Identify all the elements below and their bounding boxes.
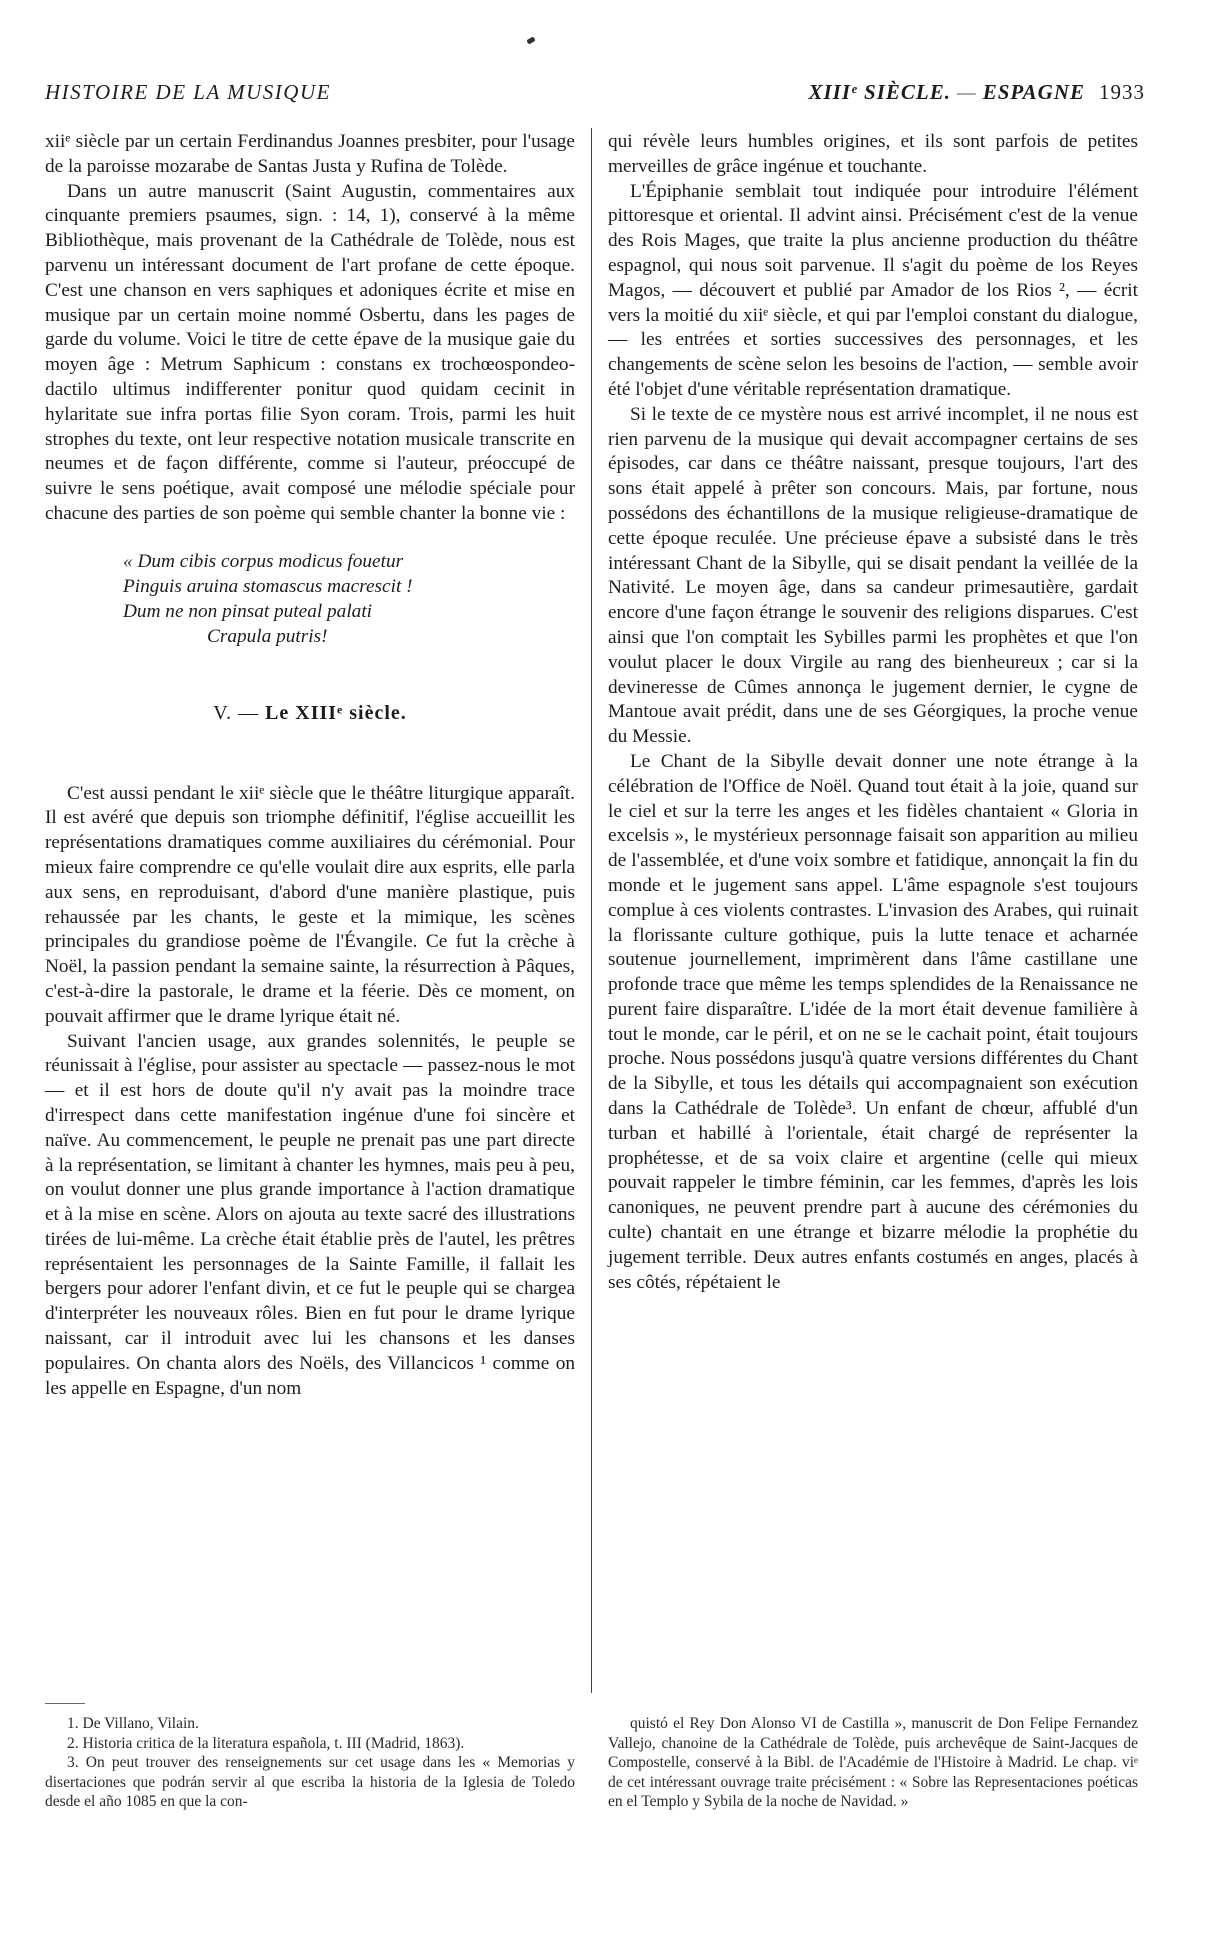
paragraph: xiiᵉ siècle par un certain Ferdinandus Joannes presbiter, pour l'usage de la paroisse mozarabe de Santas Justa y Rufina de Tolède. [45,131,575,177]
section-title: Le XIIIᵉ siècle. [265,701,407,724]
poem-line: « Dum cibis corpus modicus fouetur [123,550,404,572]
header-country: ESPAGNE [982,80,1085,104]
paragraph: C'est aussi pendant le xiiᵉ siècle que le théâtre liturgique apparaît. Il est avéré que depuis son triomphe définitif, l'église accueillit les représentations dramatiques comme auxiliaires du cérémonial. Pour mieux faire comprendre ce qu'elle voulait dire aux esprits, elle parla aux sens, en reproduisant, d'abord d'une manière plastique, puis rehaussée par les chants, le geste et la mimique, les scènes principales du grandiose poème de l'Évangile. Ce fut la crèche à Noël, la passion pendant la semaine sainte, la résurrection à Pâques, c'est-à-dire la pastorale, le drame et la féerie. Dès ce moment, on pouvait affirmer que le drame lyrique était né. [45,782,575,1027]
header-book-title: HISTOIRE DE LA MUSIQUE [45,80,331,104]
poem-quote [123,549,575,649]
footnote-rule [45,1703,85,1704]
poem-line: Crapula putris! [207,625,328,647]
right-column [608,130,1138,1295]
header-section [808,80,1145,105]
section-heading [45,701,575,726]
left-column [45,130,575,1401]
paragraph: Suivant l'ancien usage, aux grandes solennités, le peuple se réunissait à l'église, pour assister au spectacle — passez-nous le mot — et il est hors de doute qu'il n'y avait pas la moindre trace d'irrespect dans cette manifestation ingénue d'une foi sincère et naïve. Au commencement, le peuple ne prenait pas une part directe à la représentation, se limitant à chanter les hymnes, mais peu à peu, on voulut donner une plus grande importance à l'action dramatique et à la mise en scène. Alors on ajouta au texte sacré des illustrations tirées de lui-même. La crèche était établie près de l'autel, les prêtres représentaient les personnages de la Sainte Famille, il fallait les bergers pour adorer l'enfant divin, et ce fut le peuple qui se chargea d'interpréter les nouveaux rôles. Bien en fut pour le drame lyrique naissant, car il introduit avec lui les chansons et les danses populaires. On chanta alors des Noëls, des Villancicos ¹ comme on les appelle en Espagne, d'un nom [45,1030,575,1399]
poem-line: Pinguis aruina stomascus macrescit ! [123,575,413,597]
header-century: XIIIᵉ SIÈCLE. [808,80,951,104]
footnotes-right [608,1714,1138,1812]
section-number: V. — [213,701,260,724]
paragraph: Le Chant de la Sibylle devait donner une note étrange à la célébration de l'Office de Noël. Quand tout était à la joie, quand sur le ciel et sur la terre les anges et les fidèles chantaient « Gloria in excelsis », le mystérieux personnage faisait son apparition au milieu de l'assemblée, et d'une voix sombre et fatidique, annonçait la fin du monde et le jugement sans appel. L'âme espagnole s'est toujours complue à ces violents contrastes. L'invasion des Arabes, qui ruinait la florissante culture gothique, puis la lutte tenace et acharnée soutenue journellement, imprimèrent dans l'âme castillane une profonde trace que même les temps splendides de la Renaissance ne purent faire disparaître. L'idée de la mort était devenue familière à tout le monde, car le péril, et on ne se le cachait point, était toujours proche. Nous possédons jusqu'à quatre versions différentes du Chant de la Sibylle, et tous les détails qui accompagnaient son exécution dans la Cathédrale de Tolède³. Un enfant de chœur, affublé d'un turban et habillé à l'orientale, était chargé de représenter la prophétesse, et de sa voix claire et argentine (celle qui mieux pouvait rappeler le timbre féminin, car les femmes, d'après les lois canoniques, ne peuvent prendre part à aucune des cérémonies du culte) chantait en une étrange et bizarre mélodie la prophétie du jugement terrible. Deux autres enfants costumés en anges, placés à ses côtés, répétaient le [608,750,1138,1293]
paragraph: qui révèle leurs humbles origines, et ils sont parfois de petites merveilles de grâce ingénue et touchante. [608,131,1138,177]
paragraph: L'Épiphanie semblait tout indiquée pour introduire l'élément pittoresque et oriental. Il advint ainsi. Précisément c'est de la venue des Rois Mages, que traite la plus ancienne production du théâtre espagnol, qui nous soit parvenue. Il s'agit du poème de los Reyes Magos, — découvert et publié par Amador de los Rios ², — écrit vers la moitié du xiiᵉ siècle, et qui par l'emploi constant du dialogue, — les entrées et sorties successives des personnages, et les changements de scène selon les besoins de l'action, — semble avoir été l'objet d'une véritable représentation dramatique. [608,180,1138,400]
footnote: 2. Historia critica de la literatura española, t. III (Madrid, 1863). [67,1734,465,1752]
poem-line: Dum ne non pinsat puteal palati [123,600,373,622]
footnote: quistó el Rey Don Alonso VI de Castilla », manuscrit de Don Felipe Fernandez Vallejo, chanoine de la Cathédrale de Tolède, puis archevêque de Saint-Jacques de Compostelle, conservé à la Bibl. de l'Académie de l'Histoire à Madrid. Le chap. viᵉ de cet intéressant ouvrage traite précisément : « Sobre las Representaciones poéticas en el Templo y Sybila de la noche de Navidad. » [608,1715,1138,1810]
footnotes-left [45,1714,575,1812]
paragraph: Dans un autre manuscrit (Saint Augustin, commentaires aux cinquante premiers psaumes, sign. : 14, 1), conservé à la même Bibliothèque, mais provenant de la Cathédrale de Tolède, nous est parvenu un intéressant document de l'art profane de cette époque. C'est une chanson en vers saphiques et adoniques écrite et mise en musique par un certain moine nommé Osbertu, dans les pages de garde du volume. Voici le titre de cette épave de la musique gaie du moyen âge : Metrum Saphicum : constans ex trochœospondeo-dactilo ultimus indifferenter ponitur quod quidam cecinit in hylaritate sue infra portas filie Syon coram. Trois, parmi les huit strophes du texte, ont leur respective notation musicale transcrite en neumes et de façon différente, comme si l'auteur, préoccupé de suivre le sens poétique, avait composé une mélodie spéciale pour chacune des parties de son poème qui semble chanter la bonne vie : [45,180,575,524]
footnote: 3. On peut trouver des renseignements sur cet usage dans les « Memorias y disertaciones que podrán servir al que escriba la historia de la Iglesia de Toledo desde el año 1085 en que la con- [45,1754,575,1810]
footnote: 1. De Villano, Vilain. [67,1715,199,1732]
header-separator: — [957,80,977,104]
running-header [45,80,1145,110]
page-number: 1933 [1099,80,1145,104]
ink-mark [526,36,535,44]
paragraph: Si le texte de ce mystère nous est arrivé incomplet, il ne nous est rien parvenu de la musique qui devait accompagner certains de ses épisodes, car dans ce théâtre naissant, presque toujours, l'art des sons était appelé à prêter son concours. Mais, par fortune, nous possédons des échantillons de la musique religieuse-dramatique de cette époque reculée. Une précieuse épave a subsisté dans le très intéressant Chant de la Sibylle, qui se disait pendant la veillée de la Nativité. Le moyen âge, dans sa candeur primesautière, gardait encore d'une façon étrange le souvenir des religions disparues. C'est ainsi que l'on comptait les Sybilles parmi les prophètes et que l'on voulut placer le doux Virgile au rang des bienheureux ; car si la devineresse de Cûmes annonça le jugement dernier, le cygne de Mantoue avait prédit, dans une de ses Géorgiques, la proche venue du Messie. [608,403,1138,748]
column-divider [591,128,592,1693]
